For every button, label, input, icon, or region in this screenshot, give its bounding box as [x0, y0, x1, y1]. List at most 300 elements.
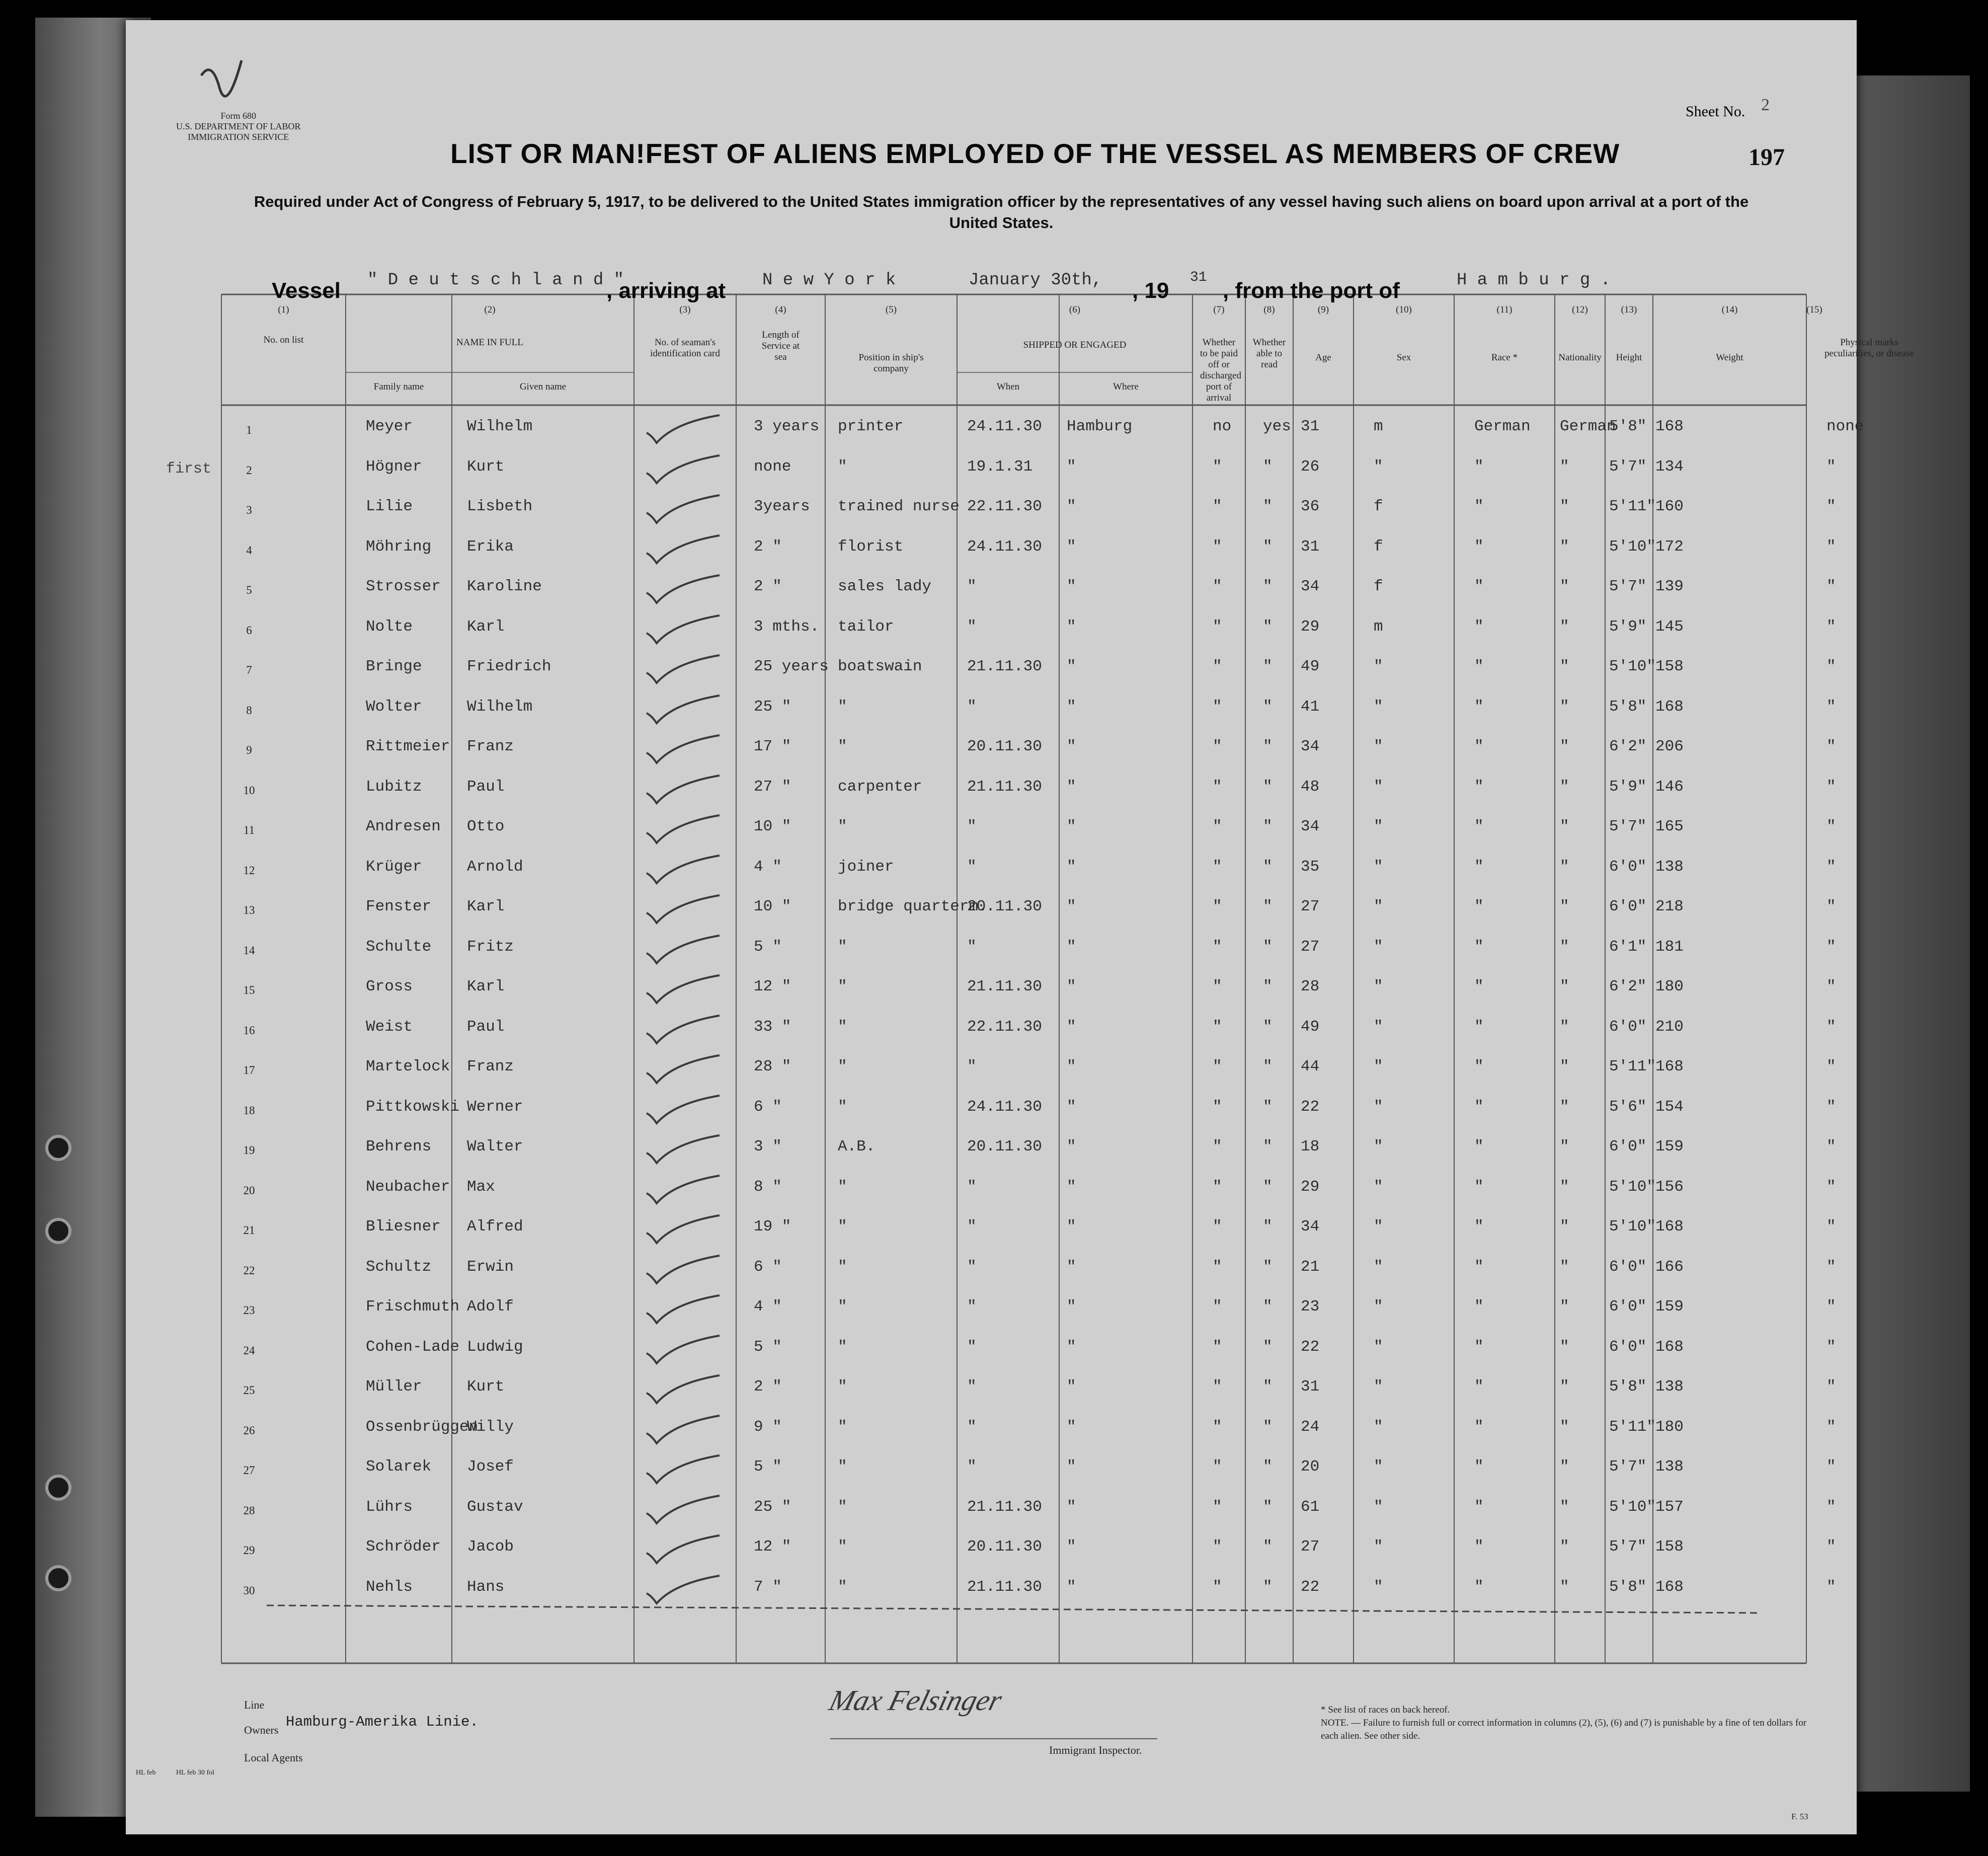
punch-hole [45, 1135, 71, 1161]
position: " [838, 1378, 847, 1396]
weight: 154 [1655, 1098, 1684, 1116]
header-where: Where [1113, 381, 1139, 392]
nationality: " [1560, 978, 1569, 995]
height: 6'0" [1609, 858, 1647, 876]
column-number: (12) [1572, 304, 1588, 315]
age: 49 [1301, 1018, 1320, 1036]
header-paid-off: Whether to be paid off or discharged port of arrival [1200, 337, 1241, 403]
position: " [838, 1418, 847, 1436]
row-number: 24 [243, 1344, 255, 1357]
nationality: " [1560, 1578, 1569, 1596]
check-mark-icon [644, 1293, 735, 1328]
row-number: 7 [246, 664, 252, 676]
punch-hole [45, 1475, 71, 1501]
shipped-where: " [1067, 1138, 1076, 1155]
able-to-read: " [1263, 858, 1273, 876]
able-to-read: " [1263, 1578, 1273, 1596]
given-name: Wilhelm [467, 698, 533, 716]
weight: 156 [1655, 1178, 1684, 1196]
position: " [838, 1258, 847, 1276]
header-no: No. on list [263, 335, 304, 345]
physical-marks: " [1826, 858, 1836, 876]
weight: 160 [1655, 498, 1684, 515]
race: " [1474, 938, 1484, 956]
position: " [838, 1578, 847, 1596]
row-number: 27 [243, 1464, 255, 1477]
family-name: Rittmeier [366, 738, 450, 755]
weight: 158 [1655, 658, 1684, 675]
able-to-read: " [1263, 938, 1273, 956]
given-name: Alfred [467, 1218, 523, 1235]
weight: 210 [1655, 1018, 1684, 1036]
row-number: 11 [243, 824, 255, 836]
paid-off: " [1213, 1218, 1222, 1235]
weight: 172 [1655, 537, 1684, 556]
paid-off: " [1213, 1378, 1222, 1396]
length-of-service: 10 " [754, 818, 791, 835]
length-of-service: 7 " [754, 1578, 782, 1596]
physical-marks: " [1826, 1418, 1836, 1436]
race: " [1474, 818, 1484, 835]
family-name: Ossenbrüggen [366, 1418, 479, 1436]
shipped-when: " [967, 1458, 977, 1476]
height: 5'8" [1609, 418, 1647, 435]
physical-marks: " [1826, 1578, 1836, 1596]
end-of-list-line [267, 1605, 1761, 1613]
shipped-where: " [1067, 1498, 1076, 1516]
shipped-when: 21.11.30 [967, 1498, 1042, 1516]
able-to-read: " [1263, 1178, 1273, 1196]
sex: " [1374, 858, 1383, 876]
shipped-where: " [1067, 1418, 1076, 1436]
sex: " [1374, 1178, 1383, 1196]
column-number: (11) [1496, 304, 1513, 315]
arrival-port: N e w Y o r k [762, 271, 896, 290]
row-number: 8 [246, 704, 252, 717]
physical-marks: " [1826, 1458, 1836, 1476]
given-name: Paul [467, 778, 505, 796]
check-mark-icon [644, 733, 735, 768]
nationality: " [1560, 1498, 1569, 1516]
sex: " [1374, 978, 1383, 995]
position: " [838, 1338, 847, 1356]
paid-off: " [1213, 1538, 1222, 1556]
row-number: 18 [243, 1104, 255, 1117]
position: florist [838, 537, 904, 556]
able-to-read: " [1263, 658, 1273, 675]
position: " [838, 1218, 847, 1235]
given-name: Kurt [467, 457, 505, 476]
position: " [838, 938, 847, 956]
given-name: Karoline [467, 578, 542, 595]
row-number: 30 [243, 1584, 255, 1597]
height: 5'10" [1609, 1498, 1656, 1516]
height: 5'11" [1609, 1058, 1656, 1075]
form-number: Form 680 [220, 111, 256, 121]
position: " [838, 1058, 847, 1075]
sex: " [1374, 778, 1383, 796]
weight: 168 [1655, 418, 1684, 435]
check-mark-icon [644, 693, 735, 728]
family-name: Martelock [366, 1058, 450, 1075]
position: " [838, 1458, 847, 1476]
race: " [1474, 1338, 1484, 1356]
family-name: Krüger [366, 858, 422, 876]
physical-marks: " [1826, 1058, 1836, 1075]
length-of-service: 3 years [754, 418, 820, 435]
length-of-service: 6 " [754, 1258, 782, 1276]
age: 34 [1301, 578, 1320, 595]
check-mark-icon [644, 1253, 735, 1288]
paid-off: " [1213, 738, 1222, 755]
nationality: " [1560, 738, 1569, 755]
physical-marks: " [1826, 818, 1836, 835]
margin-note: first [166, 460, 212, 478]
height: 5'7" [1609, 1458, 1647, 1476]
sex: m [1374, 418, 1383, 435]
position: printer [838, 418, 904, 435]
given-name: Max [467, 1178, 495, 1196]
paid-off: " [1213, 1178, 1222, 1196]
paid-off: " [1213, 1018, 1222, 1036]
sex: " [1374, 938, 1383, 956]
row-number: 25 [243, 1384, 255, 1397]
physical-marks: " [1826, 658, 1836, 675]
header-name: NAME IN FULL [456, 337, 523, 348]
length-of-service: 5 " [754, 938, 782, 956]
sex: " [1374, 1098, 1383, 1116]
family-name: Pittkowski [366, 1098, 460, 1116]
check-mark-icon [644, 773, 735, 808]
position: " [838, 1538, 847, 1556]
sex: " [1374, 658, 1383, 675]
shipped-when: " [967, 818, 977, 835]
nationality: " [1560, 698, 1569, 716]
shipped-when: " [967, 1058, 977, 1075]
check-mark-icon [644, 1333, 735, 1368]
able-to-read: " [1263, 498, 1273, 515]
length-of-service: 25 " [754, 1498, 791, 1516]
length-of-service: 3years [754, 498, 810, 515]
length-of-service: 2 " [754, 1378, 782, 1396]
stamp-mark: HL feb [136, 1769, 156, 1776]
check-mark-icon [644, 893, 735, 928]
able-to-read: " [1263, 1258, 1273, 1276]
height: 5'9" [1609, 617, 1647, 636]
row-number: 3 [246, 504, 252, 516]
race: " [1474, 858, 1484, 876]
footnote-races: * See list of races on back hereof. [1321, 1705, 1450, 1715]
race: " [1474, 1258, 1484, 1276]
age: 61 [1301, 1498, 1320, 1516]
physical-marks: " [1826, 1498, 1836, 1516]
sheet-number-label: Sheet No. [1686, 103, 1745, 120]
able-to-read: " [1263, 738, 1273, 755]
row-number: 13 [243, 904, 255, 916]
row-number: 17 [243, 1064, 255, 1076]
height: 5'10" [1609, 1178, 1656, 1196]
weight: 146 [1655, 778, 1684, 796]
weight: 168 [1655, 1338, 1684, 1356]
sex: " [1374, 1338, 1383, 1356]
shipped-when: " [967, 938, 977, 956]
shipped-where: " [1067, 1258, 1076, 1276]
shipped-where: " [1067, 938, 1076, 956]
race: " [1474, 498, 1484, 515]
physical-marks: " [1826, 978, 1836, 995]
check-mark-icon [644, 573, 735, 608]
able-to-read: " [1263, 617, 1273, 636]
shipped-when: 24.11.30 [967, 1098, 1042, 1116]
check-mark-icon [644, 1013, 735, 1048]
check-mark-icon [644, 1173, 735, 1208]
weight: 159 [1655, 1298, 1684, 1316]
race: " [1474, 1098, 1484, 1116]
nationality: " [1560, 898, 1569, 915]
weight: 180 [1655, 1418, 1684, 1436]
able-to-read: " [1263, 698, 1273, 716]
inspector-label: Immigrant Inspector. [1049, 1744, 1142, 1756]
length-of-service: 17 " [754, 738, 791, 755]
shipped-where: " [1067, 698, 1076, 716]
paid-off: " [1213, 1458, 1222, 1476]
shipped-where: " [1067, 498, 1076, 515]
header-nationality: Nationality [1558, 352, 1602, 363]
sex: " [1374, 1018, 1383, 1036]
row-number: 23 [243, 1304, 255, 1317]
given-name: Hans [467, 1578, 505, 1596]
position: joiner [838, 858, 894, 876]
able-to-read: " [1263, 1378, 1273, 1396]
nationality: " [1560, 1018, 1569, 1036]
check-mark-icon [644, 493, 735, 528]
shipped-when: " [967, 617, 977, 636]
height: 5'10" [1609, 658, 1656, 675]
paid-off: " [1213, 858, 1222, 876]
age: 29 [1301, 1178, 1320, 1196]
weight: 166 [1655, 1258, 1684, 1276]
year-value: 31 [1190, 270, 1207, 285]
row-number: 9 [246, 744, 252, 756]
paid-off: " [1213, 698, 1222, 716]
height: 5'10" [1609, 537, 1656, 556]
able-to-read: " [1263, 1498, 1273, 1516]
weight: 138 [1655, 858, 1684, 876]
nationality: " [1560, 1538, 1569, 1556]
able-to-read: " [1263, 1538, 1273, 1556]
paid-off: " [1213, 578, 1222, 595]
shipped-when: " [967, 1218, 977, 1235]
family-name: Lührs [366, 1498, 413, 1516]
sex: f [1374, 537, 1383, 556]
age: 21 [1301, 1258, 1320, 1276]
paid-off: " [1213, 1418, 1222, 1436]
age: 24 [1301, 1418, 1320, 1436]
family-name: Neubacher [366, 1178, 450, 1196]
header-height: Height [1616, 352, 1642, 363]
height: 5'8" [1609, 1578, 1647, 1596]
sex: f [1374, 498, 1383, 515]
column-number: (6) [1069, 304, 1081, 315]
given-name: Lisbeth [467, 498, 533, 515]
height: 5'8" [1609, 698, 1647, 716]
age: 35 [1301, 858, 1320, 876]
length-of-service: 5 " [754, 1338, 782, 1356]
race: " [1474, 1218, 1484, 1235]
shipped-when: 21.11.30 [967, 778, 1042, 796]
position: " [838, 1298, 847, 1316]
nationality: " [1560, 938, 1569, 956]
nationality: " [1560, 1458, 1569, 1476]
family-name: Bringe [366, 658, 422, 675]
physical-marks: " [1826, 778, 1836, 796]
sex: " [1374, 1458, 1383, 1476]
able-to-read: " [1263, 537, 1273, 556]
row-number: 26 [243, 1424, 255, 1437]
weight: 139 [1655, 578, 1684, 595]
age: 22 [1301, 1098, 1320, 1116]
shipped-when: 20.11.30 [967, 738, 1042, 755]
sex: " [1374, 1418, 1383, 1436]
sex: " [1374, 1138, 1383, 1155]
check-mark-icon [644, 413, 735, 448]
nationality: " [1560, 498, 1569, 515]
check-mark-icon [644, 973, 735, 1008]
given-name: Franz [467, 1058, 514, 1075]
table-grid [126, 20, 1857, 1834]
paid-off: " [1213, 1138, 1222, 1155]
paid-off: " [1213, 778, 1222, 796]
shipped-where: " [1067, 778, 1076, 796]
family-name: Schultz [366, 1258, 432, 1276]
length-of-service: 6 " [754, 1098, 782, 1116]
length-of-service: 27 " [754, 778, 791, 796]
check-mark-icon [644, 453, 735, 488]
header-when: When [996, 381, 1020, 392]
height: 5'11" [1609, 498, 1656, 515]
shipped-when: " [967, 698, 977, 716]
position: sales lady [838, 578, 932, 595]
age: 48 [1301, 778, 1320, 796]
row-number: 6 [246, 624, 252, 637]
weight: 168 [1655, 1578, 1684, 1596]
paid-off: " [1213, 1498, 1222, 1516]
check-mark-icon [644, 853, 735, 888]
shipped-when: 22.11.30 [967, 1018, 1042, 1036]
family-name: Gross [366, 978, 413, 995]
position: " [838, 1498, 847, 1516]
nationality: " [1560, 1338, 1569, 1356]
position: " [838, 738, 847, 755]
height: 5'11" [1609, 1418, 1656, 1436]
shipped-where: " [1067, 818, 1076, 835]
family-name: Nolte [366, 617, 413, 636]
physical-marks: " [1826, 457, 1836, 476]
height: 6'0" [1609, 1298, 1647, 1316]
given-name: Adolf [467, 1298, 514, 1316]
able-to-read: " [1263, 778, 1273, 796]
shipped-where: " [1067, 537, 1076, 556]
physical-marks: none [1826, 418, 1864, 435]
family-name: Müller [366, 1378, 422, 1396]
weight: 138 [1655, 1458, 1684, 1476]
length-of-service: 4 " [754, 1298, 782, 1316]
paid-off: " [1213, 818, 1222, 835]
header-physical-marks: Physical marks peculiarities, or disease [1824, 337, 1914, 359]
length-of-service: 8 " [754, 1178, 782, 1196]
height: 5'7" [1609, 818, 1647, 835]
physical-marks: " [1826, 1138, 1836, 1155]
header-sex: Sex [1396, 352, 1411, 363]
row-number: 15 [243, 984, 255, 996]
given-name: Arnold [467, 858, 523, 876]
height: 5'7" [1609, 457, 1647, 476]
position: " [838, 457, 847, 476]
race: " [1474, 1578, 1484, 1596]
arriving-label: , arriving at [606, 278, 726, 303]
sex: " [1374, 1258, 1383, 1276]
weight: 134 [1655, 457, 1684, 476]
length-of-service: 12 " [754, 978, 791, 995]
height: 5'7" [1609, 1538, 1647, 1556]
paid-off: " [1213, 457, 1222, 476]
sheet-number-value: 2 [1761, 96, 1770, 114]
family-name: Nehls [366, 1578, 413, 1596]
check-mark-icon [644, 1413, 735, 1448]
able-to-read: " [1263, 898, 1273, 915]
column-number: (14) [1721, 304, 1738, 315]
length-of-service: 12 " [754, 1538, 791, 1556]
able-to-read: " [1263, 978, 1273, 995]
position: A.B. [838, 1138, 876, 1155]
physical-marks: " [1826, 1338, 1836, 1356]
age: 36 [1301, 498, 1320, 515]
row-number: 19 [243, 1144, 255, 1156]
physical-marks: " [1826, 578, 1836, 595]
able-to-read: " [1263, 1458, 1273, 1476]
paid-off: " [1213, 1298, 1222, 1316]
race: " [1474, 1458, 1484, 1476]
length-of-service: 25 " [754, 698, 791, 716]
length-of-service: 19 " [754, 1218, 791, 1235]
row-number: 22 [243, 1264, 255, 1277]
paid-off: " [1213, 1578, 1222, 1596]
position: carpenter [838, 778, 922, 796]
shipped-when: 21.11.30 [967, 658, 1042, 675]
check-mark-icon [644, 813, 735, 848]
length-of-service: 28 " [754, 1058, 791, 1075]
height: 6'0" [1609, 1018, 1647, 1036]
given-name: Willy [467, 1418, 514, 1436]
shipped-where: " [1067, 738, 1076, 755]
row-number: 28 [243, 1504, 255, 1517]
nationality: " [1560, 658, 1569, 675]
age: 31 [1301, 418, 1320, 435]
family-name: Wolter [366, 698, 422, 716]
column-number: (4) [775, 304, 786, 315]
weight: 180 [1655, 978, 1684, 995]
shipped-where: Hamburg [1067, 418, 1133, 435]
header-position: Position in ship's company [858, 352, 924, 374]
able-to-read: " [1263, 1218, 1273, 1235]
check-mark-icon [644, 1213, 735, 1248]
header-family-name: Family name [373, 381, 424, 392]
given-name: Walter [467, 1138, 523, 1155]
race: " [1474, 898, 1484, 915]
position: trained nurse [838, 498, 960, 515]
length-of-service: 25 years [754, 658, 829, 675]
row-number: 5 [246, 584, 252, 596]
